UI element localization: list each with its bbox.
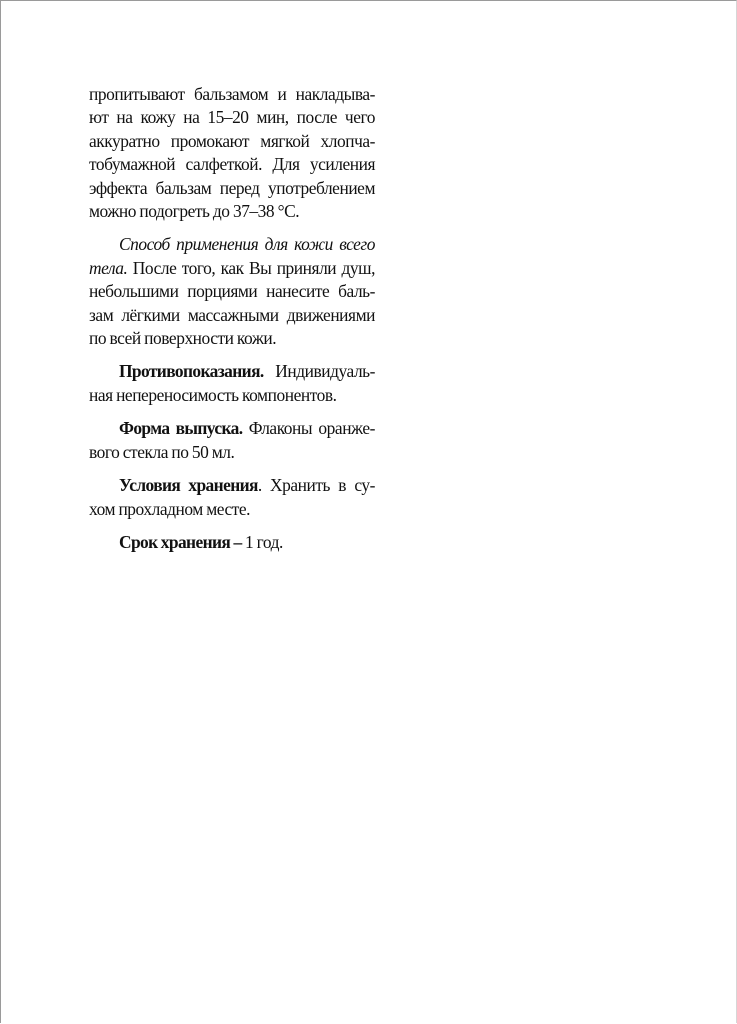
text-line: аккуратно промокают мягкой хлопча- (89, 130, 375, 151)
italic-heading: тела. (89, 257, 128, 278)
text-line: небольшими порциями нанесите баль- (89, 281, 375, 302)
text-column (89, 83, 375, 564)
bold-heading: Срок хранения – (119, 531, 242, 552)
text-line (89, 360, 375, 383)
text-line: ют на кожу на 15–20 мин, после чего (89, 107, 375, 128)
text-run: Индивидуаль- (263, 361, 375, 382)
text-line: ная непереносимость компонентов. (89, 384, 337, 405)
text-line (89, 233, 375, 256)
text-line: хом прохладном месте. (89, 498, 251, 519)
italic-heading: Способ применения для кожи всего (119, 234, 375, 255)
text-line: вого стекла по 50 мл. (89, 441, 235, 462)
text-line (89, 474, 375, 497)
text-run: 1 год. (241, 531, 283, 552)
text-line: пропитывают бальзамом и накладыва- (89, 84, 375, 104)
text-run: . Хранить в су- (257, 475, 375, 496)
paragraph-release-form (89, 417, 375, 464)
bold-heading: Форма выпуска. (119, 418, 243, 439)
paragraph-application-continuation (89, 83, 375, 223)
text-run: После того, как Вы приняли душ, (127, 257, 375, 278)
text-line: тобумажной салфеткой. Для усиления (89, 154, 375, 175)
bold-heading: Условия хранения (119, 475, 258, 496)
bold-heading: Противопоказания. (119, 361, 264, 382)
text-run: Флаконы оранже- (242, 418, 375, 439)
paragraph-shelf-life (89, 531, 375, 554)
text-line: по всей поверхности кожи. (89, 328, 277, 349)
text-line (89, 417, 375, 440)
text-line (89, 531, 375, 554)
paragraph-contraindications (89, 360, 375, 407)
text-line: зам лёгкими массажными движениями (89, 304, 375, 325)
text-line: можно подогреть до 37–38 °С. (89, 201, 300, 222)
text-line: эффекта бальзам перед употреблением (89, 177, 375, 198)
paragraph-storage-conditions (89, 474, 375, 521)
paragraph-body-application (89, 233, 375, 350)
text-line (89, 257, 375, 280)
